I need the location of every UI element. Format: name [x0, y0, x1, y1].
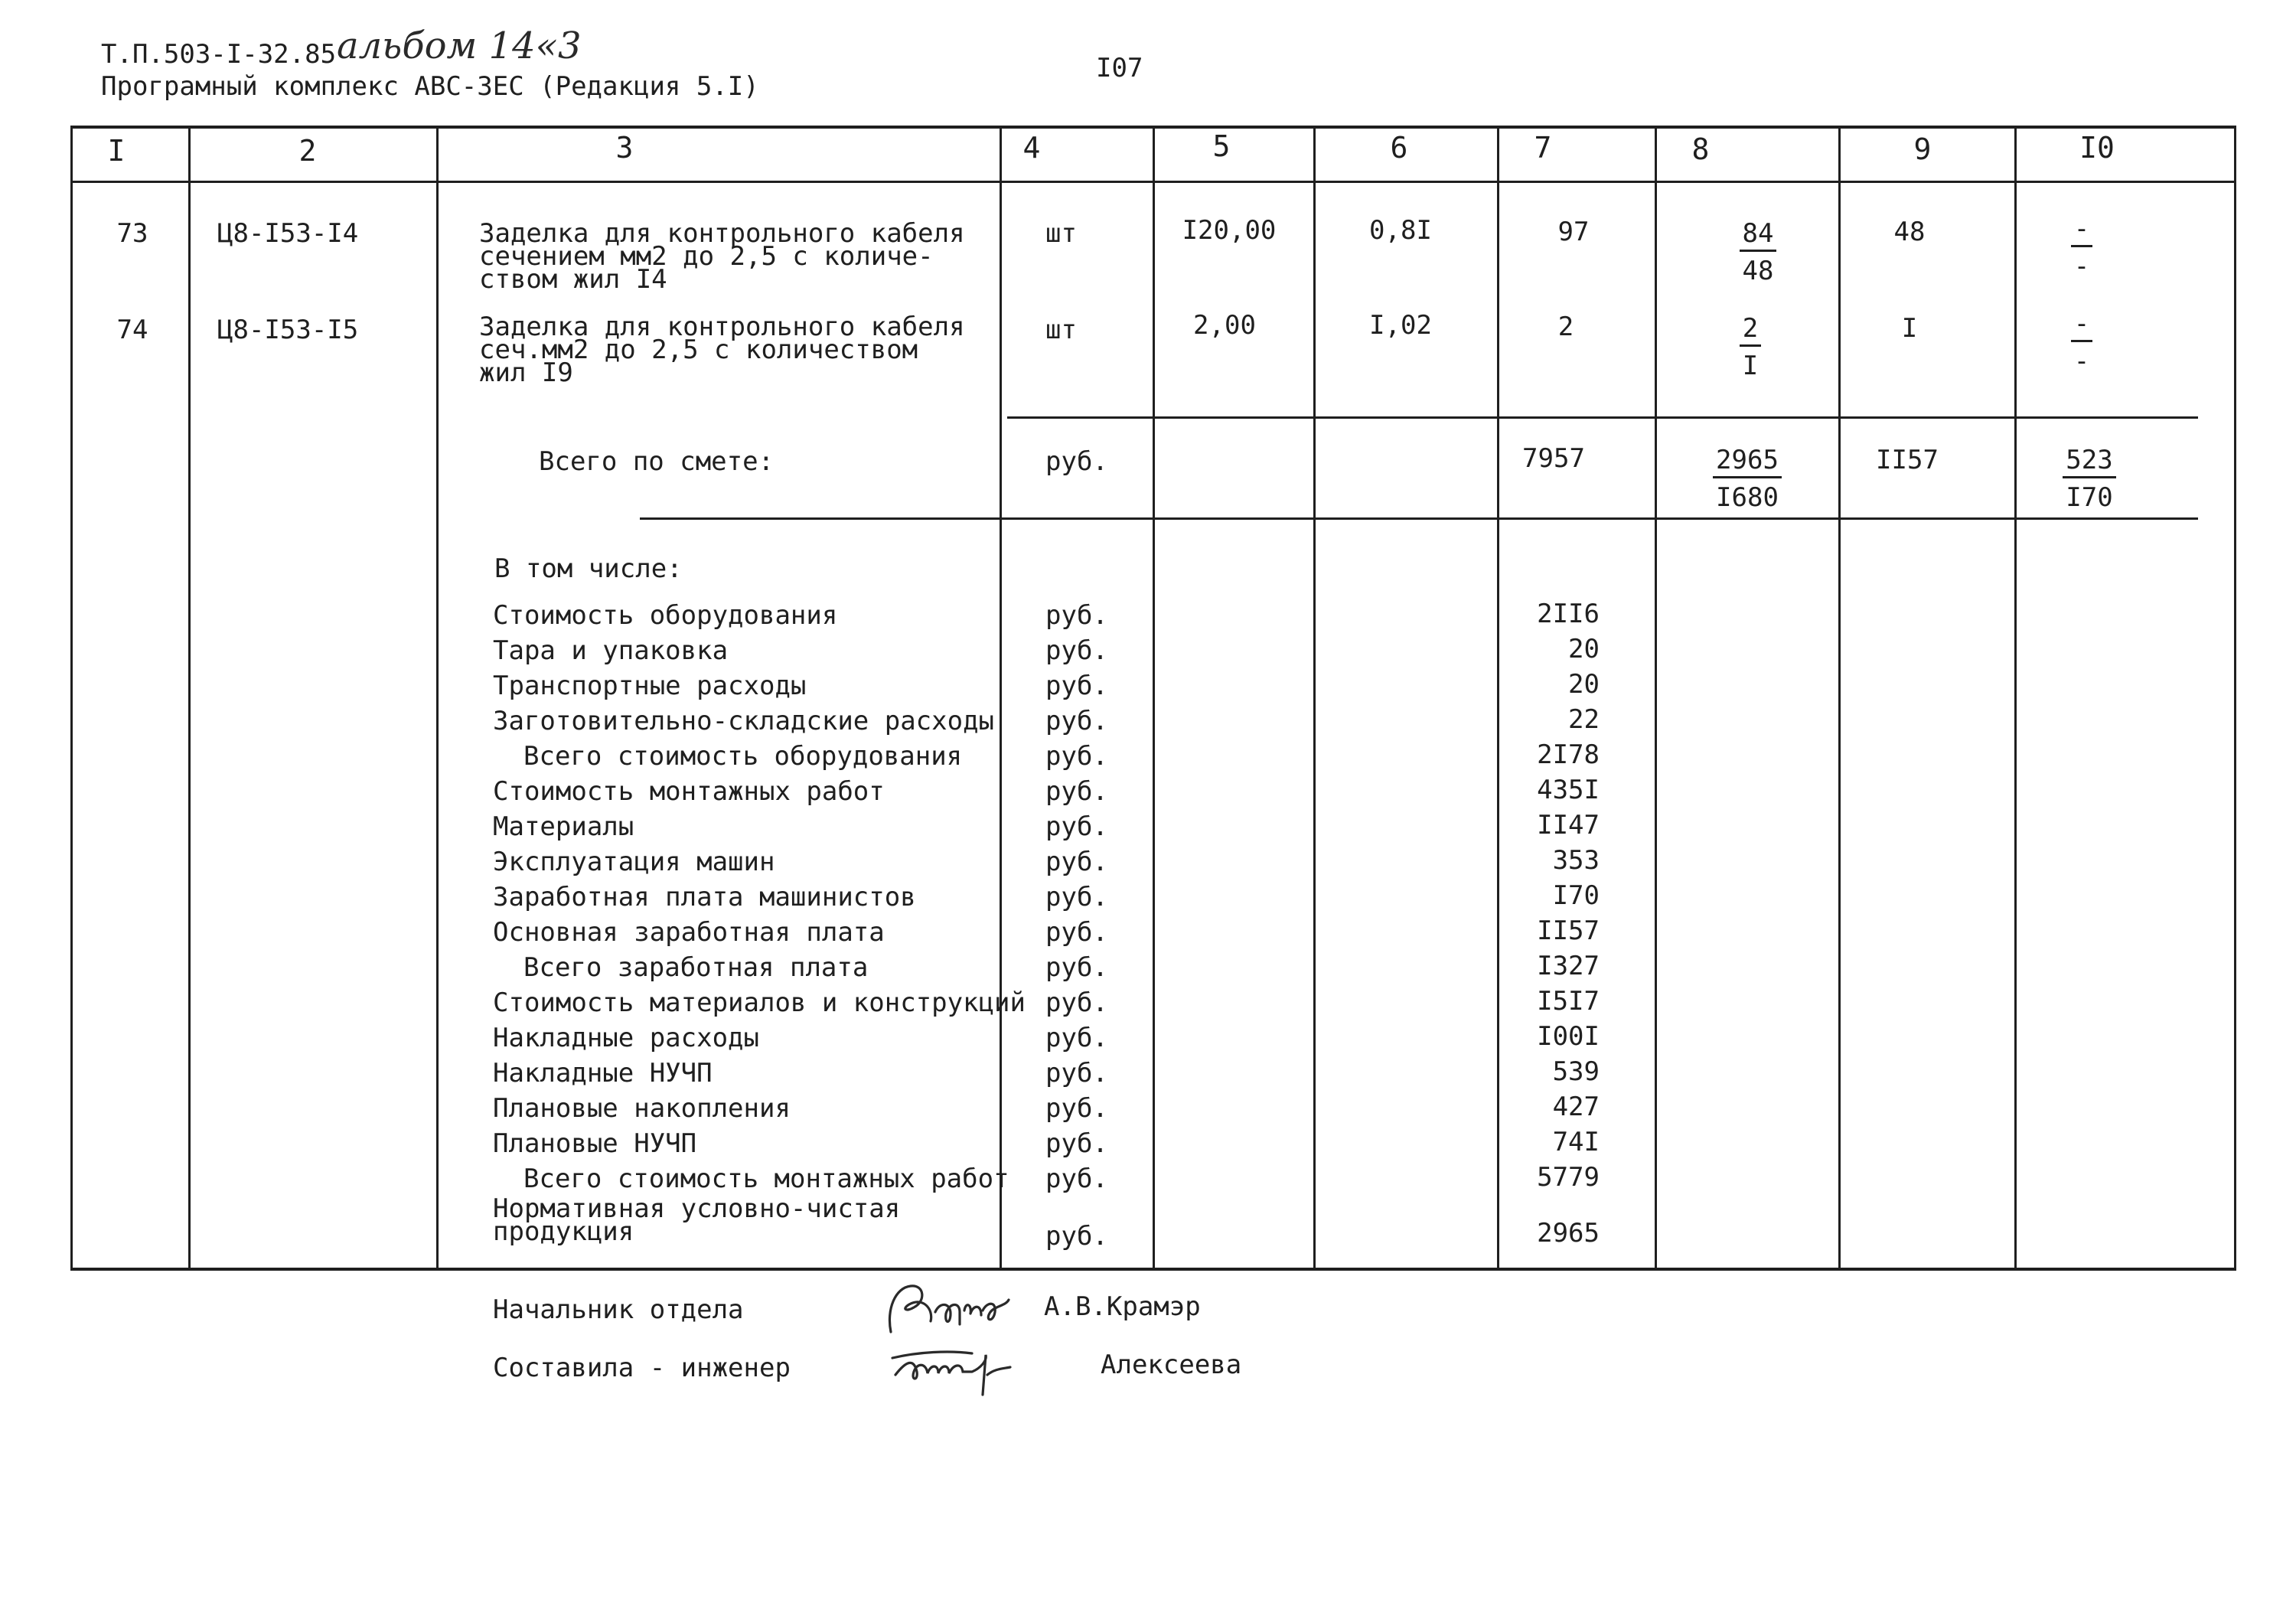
row-number: 73 — [116, 218, 148, 249]
grand-total-value: 7957 — [1522, 443, 1585, 474]
col-border-5 — [1313, 126, 1316, 1270]
breakdown-value: II47 — [1537, 810, 1600, 841]
breakdown-label: Тара и упаковка — [493, 635, 729, 666]
breakdown-label: Накладные расходы — [493, 1023, 759, 1053]
row-description: Заделка для контрольного кабеля сеч.мм2 до 2,5 с количеством жил I9 — [479, 312, 965, 388]
breakdown-label: Стоимость монтажных работ — [493, 776, 885, 807]
row-unit-price: I,02 — [1369, 310, 1432, 341]
album-handwritten: альбом 14«3 — [337, 24, 582, 67]
doc-code: Т.П.503-I-32.85 — [101, 39, 337, 70]
col-header-9: 9 — [1913, 132, 1932, 166]
breakdown-value: 435I — [1537, 775, 1600, 805]
breakdown-label: Плановые накопления — [493, 1093, 791, 1124]
row-col10-fraction: - - — [2051, 216, 2112, 279]
breakdown-label: Стоимость оборудования — [493, 600, 838, 631]
breakdown-unit: руб. — [1045, 671, 1108, 701]
breakdown-value: 2I78 — [1537, 739, 1600, 770]
grand-total-label: Всего по смете: — [539, 446, 775, 477]
row-col9: I — [1901, 313, 1918, 344]
col-border-7 — [1655, 126, 1657, 1270]
total-bottom-rule — [640, 517, 2198, 520]
breakdown-value: 22 — [1568, 704, 1600, 735]
col-header-7: 7 — [1534, 131, 1552, 165]
signer-role-engineer: Составила - инженер — [493, 1353, 791, 1383]
signer-role-head: Начальник отдела — [493, 1294, 744, 1325]
breakdown-unit: руб. — [1045, 1093, 1108, 1124]
breakdown-label: Плановые НУЧП — [493, 1128, 697, 1159]
col-header-1: I — [107, 134, 126, 168]
col-header-6: 6 — [1390, 131, 1408, 165]
col-header-8: 8 — [1691, 132, 1710, 166]
signer-name-head: А.В.Крамэр — [1044, 1291, 1201, 1322]
breakdown-label: Накладные НУЧП — [493, 1058, 713, 1089]
col-border-4 — [1153, 126, 1155, 1270]
signer-name-engineer: Алексеева — [1101, 1350, 1242, 1380]
col-header-10: I0 — [2079, 131, 2115, 165]
breakdown-unit: руб. — [1045, 776, 1108, 807]
breakdown-value: 2II6 — [1537, 599, 1600, 629]
grand-total-col8-fraction: $\frac{2965}{I680}$ — [1690, 447, 1805, 511]
row-quantity: I20,00 — [1182, 215, 1277, 246]
breakdown-label: Всего заработная плата — [523, 952, 869, 983]
breakdown-unit: руб. — [1045, 600, 1108, 631]
breakdown-unit: руб. — [1045, 1128, 1108, 1159]
breakdown-label: Транспортные расходы — [493, 671, 807, 701]
col-border-9 — [2014, 126, 2017, 1270]
col-border-3 — [1000, 126, 1002, 1270]
col-border-2 — [436, 126, 439, 1270]
breakdown-label: Эксплуатация машин — [493, 847, 775, 877]
breakdown-value: 5779 — [1537, 1162, 1600, 1193]
row-code: Ц8-I53-I5 — [217, 315, 359, 345]
final-row-unit: руб. — [1045, 1221, 1108, 1252]
breakdown-value: I5I7 — [1537, 986, 1600, 1017]
breakdown-value: 353 — [1552, 845, 1600, 876]
row-number: 74 — [116, 315, 148, 345]
col-border-10 — [2234, 126, 2236, 1270]
breakdown-label: Стоимость материалов и конструкций — [493, 987, 1026, 1018]
breakdown-value: II57 — [1537, 916, 1600, 946]
row-quantity: 2,00 — [1193, 310, 1256, 341]
col-header-4: 4 — [1022, 131, 1041, 165]
breakdown-unit: руб. — [1045, 1058, 1108, 1089]
page-number: I07 — [1096, 53, 1143, 83]
final-row-value: 2965 — [1537, 1218, 1600, 1249]
row-col8-fraction: $\frac{84}{48}$ — [1708, 220, 1808, 284]
grand-total-col10-fraction: $\frac{523}{I70}$ — [2036, 447, 2143, 511]
row-description: Заделка для контрольного кабеля сечением мм2 до 2,5 с количе- ством жил I4 — [479, 218, 965, 295]
row-total: 2 — [1557, 312, 1574, 342]
breakdown-value: I327 — [1537, 951, 1600, 981]
breakdown-unit: руб. — [1045, 741, 1108, 772]
breakdown-unit: руб. — [1045, 847, 1108, 877]
breakdown-label: Заработная плата машинистов — [493, 882, 916, 912]
col-border-0 — [70, 126, 73, 1270]
row-col8-fraction: $\frac{2}{I}$ — [1708, 315, 1792, 379]
breakdown-unit: руб. — [1045, 706, 1108, 736]
col-header-2: 2 — [298, 134, 317, 168]
breakdown-title: В том числе: — [494, 553, 683, 584]
row-unit: шт — [1045, 315, 1077, 345]
breakdown-unit: руб. — [1045, 635, 1108, 666]
breakdown-value: 74I — [1552, 1127, 1600, 1157]
row-col9: 48 — [1893, 217, 1926, 247]
breakdown-value: 20 — [1568, 634, 1600, 664]
breakdown-unit: руб. — [1045, 1164, 1108, 1194]
col-border-8 — [1838, 126, 1841, 1270]
signature-alekseeva — [888, 1341, 1033, 1401]
row-unit: шт — [1045, 218, 1077, 249]
breakdown-value: I70 — [1552, 880, 1600, 911]
total-top-rule — [1007, 416, 2198, 419]
breakdown-value: 20 — [1568, 669, 1600, 700]
row-code: Ц8-I53-I4 — [217, 218, 359, 249]
breakdown-unit: руб. — [1045, 1023, 1108, 1053]
handwritten-signature-icon — [888, 1341, 1033, 1398]
breakdown-label: Всего стоимость оборудования — [523, 741, 963, 772]
breakdown-unit: руб. — [1045, 987, 1108, 1018]
signature-kramer — [880, 1278, 1026, 1346]
breakdown-value: 539 — [1552, 1056, 1600, 1087]
program-title: Програмный комплекс АВС-ЗЕС (Редакция 5.I) — [101, 71, 759, 102]
breakdown-value: 427 — [1552, 1092, 1600, 1122]
breakdown-unit: руб. — [1045, 952, 1108, 983]
breakdown-label: Основная заработная плата — [493, 917, 885, 948]
grand-total-col9: II57 — [1876, 445, 1939, 475]
col-header-3: 3 — [615, 131, 634, 165]
final-row-label: Нормативная условно-чистая продукция — [493, 1193, 901, 1247]
col-border-1 — [188, 126, 191, 1270]
breakdown-label: Заготовительно-складские расходы — [493, 706, 995, 736]
breakdown-unit: руб. — [1045, 882, 1108, 912]
row-unit-price: 0,8I — [1369, 215, 1432, 246]
breakdown-unit: руб. — [1045, 917, 1108, 948]
breakdown-label: Материалы — [493, 811, 634, 842]
breakdown-unit: руб. — [1045, 811, 1108, 842]
handwritten-signature-icon — [880, 1278, 1026, 1343]
col-header-5: 5 — [1212, 129, 1231, 163]
row-col10-fraction: - - — [2051, 311, 2112, 374]
grand-total-unit: руб. — [1045, 446, 1108, 477]
breakdown-value: I00I — [1537, 1021, 1600, 1052]
breakdown-label: Всего стоимость монтажных работ — [523, 1164, 1009, 1194]
row-total: 97 — [1557, 217, 1590, 247]
